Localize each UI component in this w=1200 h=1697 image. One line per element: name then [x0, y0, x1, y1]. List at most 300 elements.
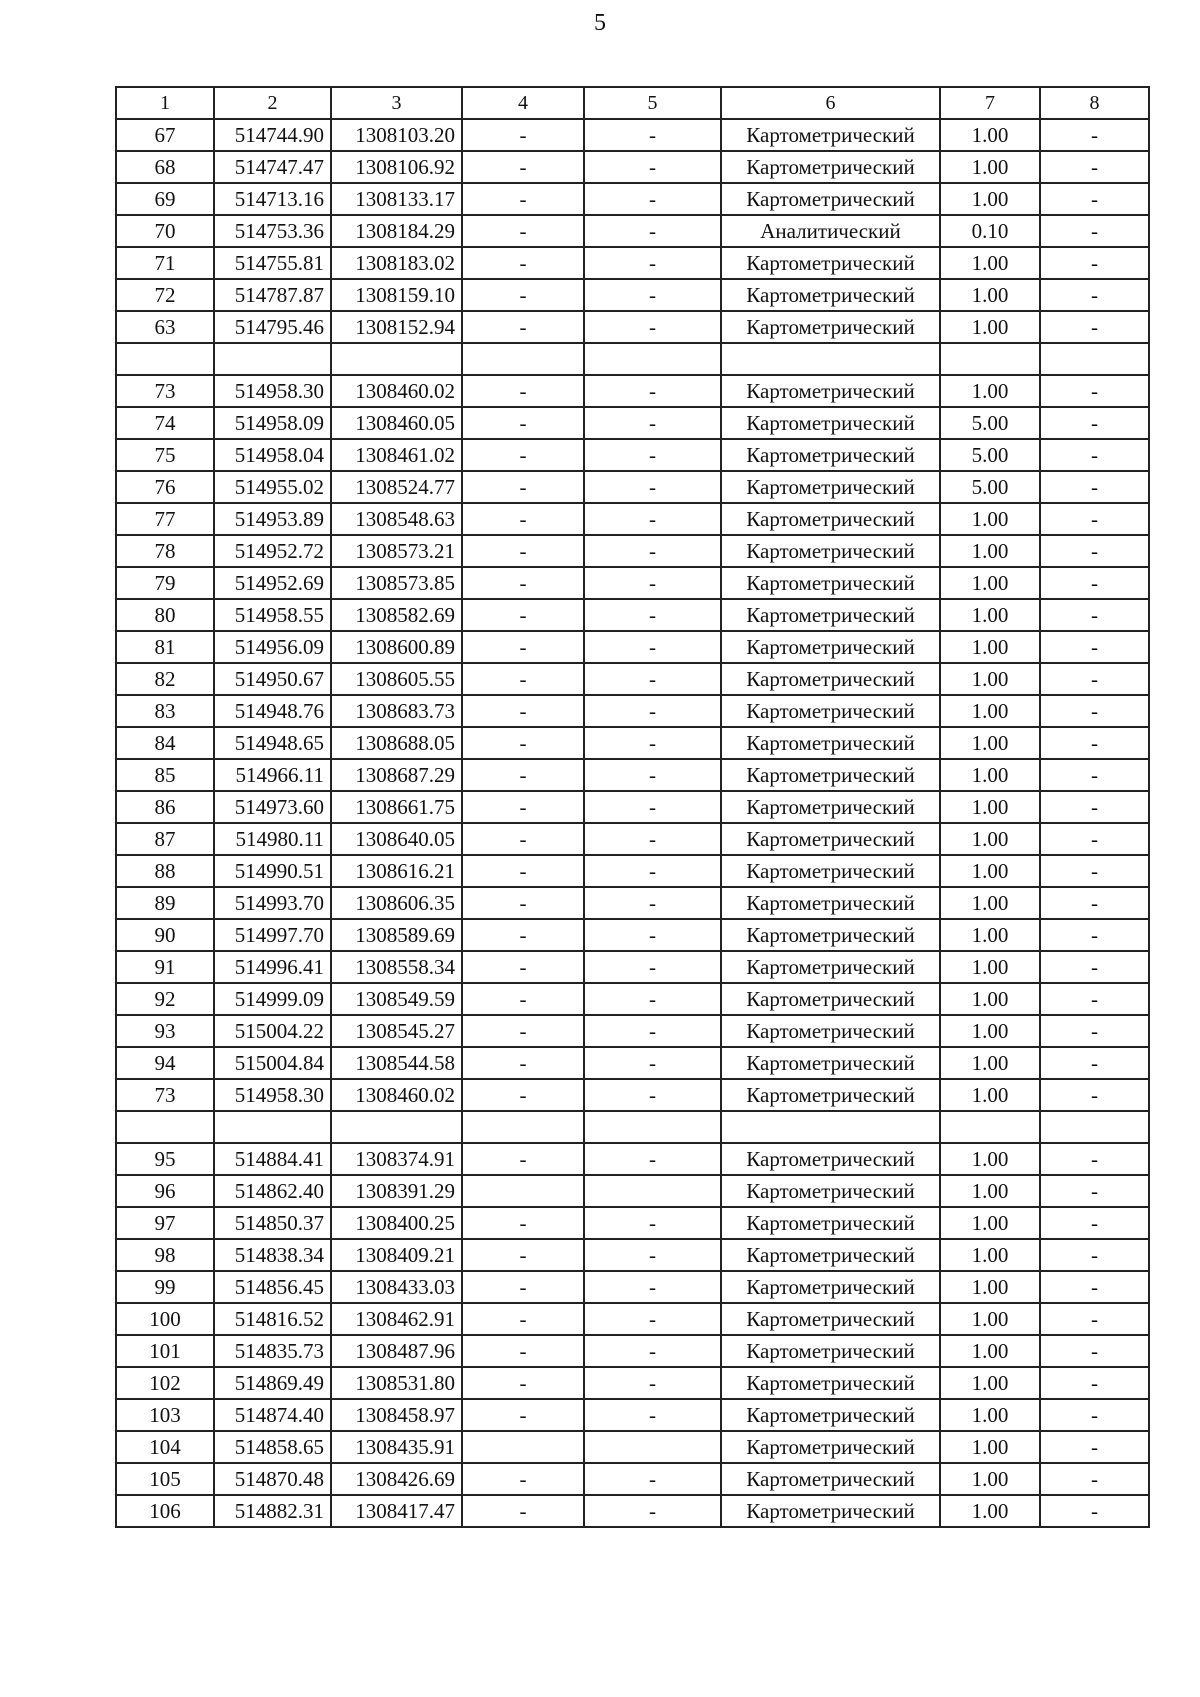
method-cell: Картометрический	[721, 439, 940, 471]
accuracy-cell: 1.00	[940, 1015, 1040, 1047]
col8-cell: -	[1040, 951, 1149, 983]
col8-cell: -	[1040, 1079, 1149, 1111]
x-coordinate-cell: 514980.11	[214, 823, 331, 855]
col4-cell: -	[462, 727, 584, 759]
accuracy-cell: 1.00	[940, 375, 1040, 407]
method-cell: Картометрический	[721, 1431, 940, 1463]
y-coordinate-cell: 1308152.94	[331, 311, 462, 343]
point-number-cell: 100	[116, 1303, 214, 1335]
point-number-cell: 99	[116, 1271, 214, 1303]
accuracy-cell: 1.00	[940, 1431, 1040, 1463]
table-row	[116, 567, 1149, 599]
table-row	[116, 727, 1149, 759]
y-coordinate-cell: 1308545.27	[331, 1015, 462, 1047]
y-coordinate-cell: 1308462.91	[331, 1303, 462, 1335]
y-coordinate-cell: 1308616.21	[331, 855, 462, 887]
header-cell: 1	[116, 87, 214, 119]
col4-cell: -	[462, 663, 584, 695]
x-coordinate-cell: 514966.11	[214, 759, 331, 791]
col8-cell: -	[1040, 1239, 1149, 1271]
table-row	[116, 1463, 1149, 1495]
col8-cell: -	[1040, 919, 1149, 951]
accuracy-cell: 1.00	[940, 887, 1040, 919]
x-coordinate-cell: 514869.49	[214, 1367, 331, 1399]
y-coordinate-cell: 1308683.73	[331, 695, 462, 727]
point-number-cell: 68	[116, 151, 214, 183]
point-number-cell: 74	[116, 407, 214, 439]
table-row	[116, 823, 1149, 855]
col8-cell: -	[1040, 215, 1149, 247]
col8-cell: -	[1040, 631, 1149, 663]
accuracy-cell: 0.10	[940, 215, 1040, 247]
x-coordinate-cell: 514952.72	[214, 535, 331, 567]
method-cell: Картометрический	[721, 1207, 940, 1239]
accuracy-cell: 1.00	[940, 1047, 1040, 1079]
method-cell: Картометрический	[721, 663, 940, 695]
table-row	[116, 151, 1149, 183]
table-row	[116, 247, 1149, 279]
y-coordinate-cell: 1308409.21	[331, 1239, 462, 1271]
col4-cell: -	[462, 1079, 584, 1111]
accuracy-cell: 1.00	[940, 247, 1040, 279]
col8-cell: -	[1040, 567, 1149, 599]
col5-cell: -	[584, 311, 721, 343]
y-coordinate-cell: 1308600.89	[331, 631, 462, 663]
col5-cell: -	[584, 279, 721, 311]
point-number-cell: 76	[116, 471, 214, 503]
col5-cell	[584, 1175, 721, 1207]
y-coordinate-cell: 1308400.25	[331, 1207, 462, 1239]
col5-cell: -	[584, 855, 721, 887]
method-cell: Картометрический	[721, 503, 940, 535]
x-coordinate-cell: 514948.76	[214, 695, 331, 727]
method-cell: Картометрический	[721, 471, 940, 503]
point-number-cell: 93	[116, 1015, 214, 1047]
y-coordinate-cell: 1308133.17	[331, 183, 462, 215]
x-coordinate-cell: 514952.69	[214, 567, 331, 599]
col8-cell: -	[1040, 1143, 1149, 1175]
accuracy-cell: 1.00	[940, 1399, 1040, 1431]
table-row	[116, 119, 1149, 151]
accuracy-cell	[940, 1111, 1040, 1143]
point-number-cell: 73	[116, 1079, 214, 1111]
col8-cell: -	[1040, 279, 1149, 311]
y-coordinate-cell: 1308460.02	[331, 375, 462, 407]
col4-cell: -	[462, 535, 584, 567]
x-coordinate-cell: 514856.45	[214, 1271, 331, 1303]
y-coordinate-cell	[331, 1111, 462, 1143]
x-coordinate-cell: 514999.09	[214, 983, 331, 1015]
table-row	[116, 1495, 1149, 1527]
col4-cell: -	[462, 1495, 584, 1527]
accuracy-cell: 1.00	[940, 951, 1040, 983]
header-cell: 3	[331, 87, 462, 119]
x-coordinate-cell: 514795.46	[214, 311, 331, 343]
accuracy-cell: 1.00	[940, 503, 1040, 535]
point-number-cell: 86	[116, 791, 214, 823]
col5-cell: -	[584, 823, 721, 855]
x-coordinate-cell: 514973.60	[214, 791, 331, 823]
col4-cell: -	[462, 183, 584, 215]
col4-cell: -	[462, 567, 584, 599]
accuracy-cell: 1.00	[940, 599, 1040, 631]
method-cell: Картометрический	[721, 919, 940, 951]
accuracy-cell: 1.00	[940, 1271, 1040, 1303]
col5-cell: -	[584, 599, 721, 631]
col5-cell: -	[584, 535, 721, 567]
col8-cell: -	[1040, 407, 1149, 439]
table-row	[116, 1271, 1149, 1303]
header-cell: 2	[214, 87, 331, 119]
col8-cell: -	[1040, 247, 1149, 279]
point-number-cell: 84	[116, 727, 214, 759]
x-coordinate-cell: 514993.70	[214, 887, 331, 919]
col4-cell: -	[462, 503, 584, 535]
method-cell: Картометрический	[721, 1143, 940, 1175]
col4-cell: -	[462, 215, 584, 247]
col4-cell: -	[462, 759, 584, 791]
x-coordinate-cell: 514747.47	[214, 151, 331, 183]
col5-cell: -	[584, 887, 721, 919]
method-cell: Картометрический	[721, 247, 940, 279]
y-coordinate-cell: 1308524.77	[331, 471, 462, 503]
x-coordinate-cell: 514958.30	[214, 375, 331, 407]
point-number-cell: 79	[116, 567, 214, 599]
y-coordinate-cell: 1308548.63	[331, 503, 462, 535]
col5-cell: -	[584, 1239, 721, 1271]
accuracy-cell: 1.00	[940, 1175, 1040, 1207]
col8-cell: -	[1040, 1463, 1149, 1495]
table-row	[116, 919, 1149, 951]
col4-cell: -	[462, 1271, 584, 1303]
table-row	[116, 279, 1149, 311]
method-cell: Картометрический	[721, 727, 940, 759]
header-row	[116, 87, 1149, 119]
table-row	[116, 1015, 1149, 1047]
point-number-cell: 101	[116, 1335, 214, 1367]
table-row	[116, 599, 1149, 631]
col8-cell: -	[1040, 983, 1149, 1015]
x-coordinate-cell: 514753.36	[214, 215, 331, 247]
table-row	[116, 983, 1149, 1015]
point-number-cell: 85	[116, 759, 214, 791]
y-coordinate-cell: 1308605.55	[331, 663, 462, 695]
x-coordinate-cell: 514958.04	[214, 439, 331, 471]
accuracy-cell: 1.00	[940, 823, 1040, 855]
table-row	[116, 439, 1149, 471]
col8-cell	[1040, 343, 1149, 375]
method-cell: Картометрический	[721, 1175, 940, 1207]
col4-cell: -	[462, 631, 584, 663]
method-cell: Картометрический	[721, 567, 940, 599]
col5-cell: -	[584, 1047, 721, 1079]
x-coordinate-cell: 514948.65	[214, 727, 331, 759]
accuracy-cell: 1.00	[940, 727, 1040, 759]
col5-cell: -	[584, 1303, 721, 1335]
table-body	[116, 87, 1149, 1527]
col5-cell: -	[584, 919, 721, 951]
table-row	[116, 951, 1149, 983]
table-row	[116, 1303, 1149, 1335]
col5-cell: -	[584, 215, 721, 247]
method-cell: Картометрический	[721, 695, 940, 727]
y-coordinate-cell: 1308487.96	[331, 1335, 462, 1367]
method-cell: Картометрический	[721, 951, 940, 983]
point-number-cell	[116, 1111, 214, 1143]
col5-cell: -	[584, 1271, 721, 1303]
table-row	[116, 1207, 1149, 1239]
x-coordinate-cell: 514713.16	[214, 183, 331, 215]
x-coordinate-cell: 514850.37	[214, 1207, 331, 1239]
accuracy-cell: 1.00	[940, 279, 1040, 311]
y-coordinate-cell: 1308106.92	[331, 151, 462, 183]
y-coordinate-cell: 1308426.69	[331, 1463, 462, 1495]
col4-cell: -	[462, 791, 584, 823]
col8-cell: -	[1040, 663, 1149, 695]
col4-cell: -	[462, 119, 584, 151]
col8-cell: -	[1040, 439, 1149, 471]
col8-cell: -	[1040, 471, 1149, 503]
y-coordinate-cell: 1308573.85	[331, 567, 462, 599]
col4-cell: -	[462, 375, 584, 407]
point-number-cell: 69	[116, 183, 214, 215]
table-row	[116, 503, 1149, 535]
y-coordinate-cell: 1308374.91	[331, 1143, 462, 1175]
accuracy-cell: 1.00	[940, 183, 1040, 215]
method-cell: Картометрический	[721, 1047, 940, 1079]
y-coordinate-cell: 1308103.20	[331, 119, 462, 151]
accuracy-cell: 1.00	[940, 919, 1040, 951]
accuracy-cell: 1.00	[940, 759, 1040, 791]
col8-cell: -	[1040, 535, 1149, 567]
table-row	[116, 183, 1149, 215]
x-coordinate-cell: 514787.87	[214, 279, 331, 311]
col4-cell: -	[462, 1367, 584, 1399]
point-number-cell: 73	[116, 375, 214, 407]
y-coordinate-cell: 1308159.10	[331, 279, 462, 311]
col8-cell: -	[1040, 759, 1149, 791]
method-cell: Картометрический	[721, 535, 940, 567]
method-cell: Картометрический	[721, 1015, 940, 1047]
col8-cell: -	[1040, 311, 1149, 343]
point-number-cell: 75	[116, 439, 214, 471]
header-cell: 4	[462, 87, 584, 119]
table-row	[116, 1239, 1149, 1271]
point-number-cell: 102	[116, 1367, 214, 1399]
col5-cell: -	[584, 503, 721, 535]
point-number-cell: 91	[116, 951, 214, 983]
method-cell: Картометрический	[721, 823, 940, 855]
page-number: 5	[594, 10, 606, 36]
col4-cell: -	[462, 1335, 584, 1367]
y-coordinate-cell: 1308184.29	[331, 215, 462, 247]
point-number-cell: 105	[116, 1463, 214, 1495]
col8-cell: -	[1040, 695, 1149, 727]
col8-cell: -	[1040, 791, 1149, 823]
method-cell: Картометрический	[721, 1463, 940, 1495]
y-coordinate-cell: 1308391.29	[331, 1175, 462, 1207]
method-cell: Картометрический	[721, 311, 940, 343]
x-coordinate-cell: 514744.90	[214, 119, 331, 151]
col5-cell: -	[584, 183, 721, 215]
table-row	[116, 1047, 1149, 1079]
col4-cell: -	[462, 887, 584, 919]
point-number-cell: 81	[116, 631, 214, 663]
col4-cell: -	[462, 1143, 584, 1175]
col5-cell	[584, 343, 721, 375]
y-coordinate-cell: 1308549.59	[331, 983, 462, 1015]
col5-cell	[584, 1111, 721, 1143]
col4-cell: -	[462, 1207, 584, 1239]
method-cell: Картометрический	[721, 759, 940, 791]
col8-cell: -	[1040, 183, 1149, 215]
point-number-cell: 89	[116, 887, 214, 919]
col8-cell	[1040, 1111, 1149, 1143]
col8-cell: -	[1040, 1303, 1149, 1335]
y-coordinate-cell: 1308458.97	[331, 1399, 462, 1431]
method-cell: Картометрический	[721, 1367, 940, 1399]
y-coordinate-cell: 1308688.05	[331, 727, 462, 759]
accuracy-cell: 1.00	[940, 1463, 1040, 1495]
col4-cell: -	[462, 311, 584, 343]
table-row	[116, 759, 1149, 791]
table-row	[116, 407, 1149, 439]
table-row	[116, 1175, 1149, 1207]
col4-cell: -	[462, 919, 584, 951]
table-row	[116, 631, 1149, 663]
point-number-cell: 78	[116, 535, 214, 567]
x-coordinate-cell: 514838.34	[214, 1239, 331, 1271]
col4-cell: -	[462, 247, 584, 279]
point-number-cell: 97	[116, 1207, 214, 1239]
col4-cell	[462, 1111, 584, 1143]
table-row	[116, 695, 1149, 727]
col5-cell: -	[584, 983, 721, 1015]
method-cell: Картометрический	[721, 791, 940, 823]
col8-cell: -	[1040, 1207, 1149, 1239]
accuracy-cell: 1.00	[940, 1079, 1040, 1111]
table-row	[116, 215, 1149, 247]
x-coordinate-cell: 514953.89	[214, 503, 331, 535]
accuracy-cell: 1.00	[940, 983, 1040, 1015]
col8-cell: -	[1040, 823, 1149, 855]
point-number-cell: 87	[116, 823, 214, 855]
col8-cell: -	[1040, 1175, 1149, 1207]
method-cell	[721, 343, 940, 375]
method-cell: Картометрический	[721, 1239, 940, 1271]
x-coordinate-cell: 514835.73	[214, 1335, 331, 1367]
y-coordinate-cell: 1308558.34	[331, 951, 462, 983]
point-number-cell: 96	[116, 1175, 214, 1207]
col5-cell: -	[584, 1463, 721, 1495]
table-row	[116, 855, 1149, 887]
col5-cell: -	[584, 951, 721, 983]
header-cell: 5	[584, 87, 721, 119]
header-cell: 8	[1040, 87, 1149, 119]
method-cell: Картометрический	[721, 1271, 940, 1303]
col5-cell: -	[584, 791, 721, 823]
x-coordinate-cell: 514958.09	[214, 407, 331, 439]
table-row-separator	[116, 343, 1149, 375]
accuracy-cell: 1.00	[940, 119, 1040, 151]
table-row-separator	[116, 1111, 1149, 1143]
y-coordinate-cell: 1308433.03	[331, 1271, 462, 1303]
accuracy-cell: 1.00	[940, 311, 1040, 343]
point-number-cell: 103	[116, 1399, 214, 1431]
method-cell: Картометрический	[721, 407, 940, 439]
col8-cell: -	[1040, 1335, 1149, 1367]
col5-cell: -	[584, 1399, 721, 1431]
col8-cell: -	[1040, 1399, 1149, 1431]
col8-cell: -	[1040, 887, 1149, 919]
col4-cell: -	[462, 1015, 584, 1047]
y-coordinate-cell: 1308582.69	[331, 599, 462, 631]
accuracy-cell: 1.00	[940, 1335, 1040, 1367]
method-cell: Картометрический	[721, 1495, 940, 1527]
col8-cell: -	[1040, 151, 1149, 183]
accuracy-cell: 1.00	[940, 567, 1040, 599]
table-row	[116, 311, 1149, 343]
col8-cell: -	[1040, 119, 1149, 151]
col4-cell: -	[462, 279, 584, 311]
method-cell: Картометрический	[721, 887, 940, 919]
table-row	[116, 791, 1149, 823]
method-cell: Картометрический	[721, 1335, 940, 1367]
col4-cell	[462, 1175, 584, 1207]
col8-cell: -	[1040, 855, 1149, 887]
method-cell: Картометрический	[721, 279, 940, 311]
col5-cell: -	[584, 1495, 721, 1527]
x-coordinate-cell	[214, 1111, 331, 1143]
y-coordinate-cell: 1308544.58	[331, 1047, 462, 1079]
col5-cell: -	[584, 1367, 721, 1399]
method-cell: Картометрический	[721, 119, 940, 151]
x-coordinate-cell: 514755.81	[214, 247, 331, 279]
col8-cell: -	[1040, 375, 1149, 407]
point-number-cell: 88	[116, 855, 214, 887]
col4-cell: -	[462, 951, 584, 983]
col4-cell: -	[462, 1047, 584, 1079]
method-cell: Картометрический	[721, 983, 940, 1015]
point-number-cell: 82	[116, 663, 214, 695]
col4-cell: -	[462, 823, 584, 855]
col8-cell: -	[1040, 1271, 1149, 1303]
point-number-cell: 98	[116, 1239, 214, 1271]
col4-cell: -	[462, 1303, 584, 1335]
accuracy-cell: 1.00	[940, 855, 1040, 887]
x-coordinate-cell: 514955.02	[214, 471, 331, 503]
table-row	[116, 1079, 1149, 1111]
point-number-cell: 71	[116, 247, 214, 279]
x-coordinate-cell: 515004.84	[214, 1047, 331, 1079]
col5-cell: -	[584, 375, 721, 407]
x-coordinate-cell: 514958.55	[214, 599, 331, 631]
y-coordinate-cell: 1308183.02	[331, 247, 462, 279]
x-coordinate-cell: 514958.30	[214, 1079, 331, 1111]
method-cell: Картометрический	[721, 855, 940, 887]
x-coordinate-cell: 515004.22	[214, 1015, 331, 1047]
col4-cell: -	[462, 983, 584, 1015]
col8-cell: -	[1040, 1367, 1149, 1399]
col5-cell: -	[584, 1015, 721, 1047]
accuracy-cell: 1.00	[940, 151, 1040, 183]
method-cell: Картометрический	[721, 151, 940, 183]
method-cell: Картометрический	[721, 599, 940, 631]
table-row	[116, 663, 1149, 695]
coordinates-table	[115, 86, 1150, 1528]
accuracy-cell: 5.00	[940, 439, 1040, 471]
method-cell: Картометрический	[721, 183, 940, 215]
